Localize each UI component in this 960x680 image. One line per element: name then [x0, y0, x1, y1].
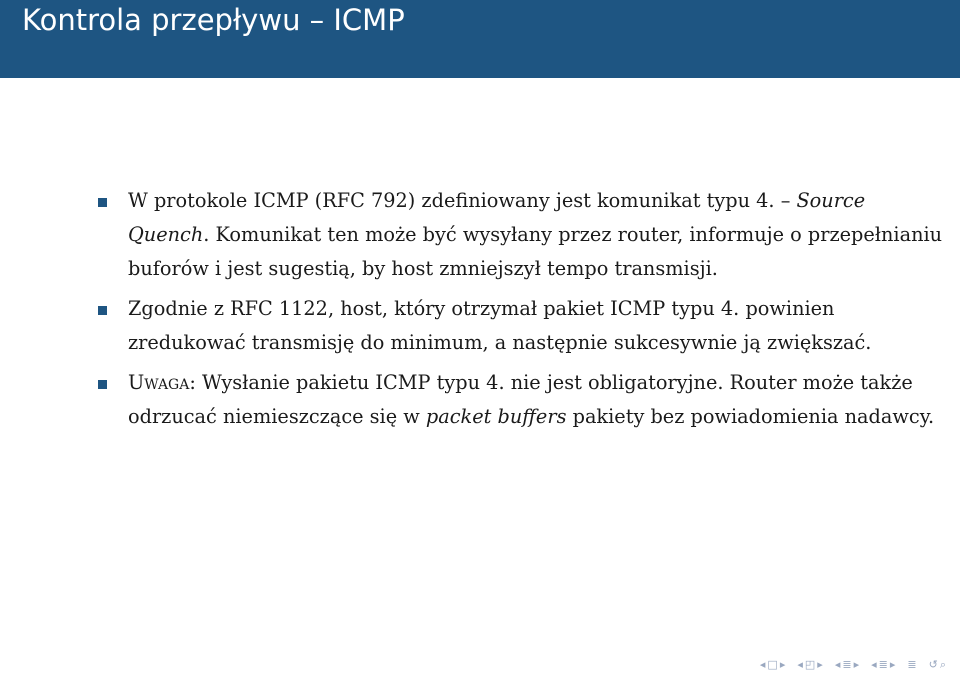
text-segment: Zgodnie z RFC 1122, host, który otrzymał pakiet ICMP typu 4. powinien zredukować transmisję do minimum, a następnie sukcesywnie ją zwiększać. — [128, 297, 872, 354]
nav-section-icon[interactable]: ≣ — [842, 658, 852, 671]
bullet-square-icon — [98, 306, 107, 315]
nav-prev-subsection-icon[interactable]: ◂ — [797, 658, 803, 671]
nav-back-icon[interactable]: ↺ — [928, 658, 938, 671]
slide-content — [95, 184, 945, 440]
text-segment-italic: Source Quench — [128, 189, 866, 246]
nav-prev-document-icon[interactable]: ◂ — [871, 658, 877, 671]
bullet-text — [128, 366, 945, 434]
bullet-text — [128, 292, 945, 360]
bullet-square-icon — [98, 380, 107, 389]
bullet-text — [128, 184, 945, 286]
nav-prev-frame-icon[interactable]: ◂ — [759, 658, 766, 671]
text-segment-smallcaps: Uwaga — [128, 371, 190, 394]
nav-subsection-icon[interactable]: ◰ — [804, 658, 816, 671]
bullet-item-3 — [95, 366, 945, 434]
bullet-item-2 — [95, 292, 945, 360]
nav-next-frame-icon[interactable]: ▸ — [779, 658, 786, 671]
nav-prev-section-icon[interactable]: ◂ — [834, 658, 841, 671]
text-segment: : Wysłanie pakietu ICMP typu 4. nie jest obligatoryjne. Router może także odrzucać niemieszczące się w — [128, 371, 913, 428]
text-segment: . Komunikat ten może być wysyłany przez router, informuje o przepełnianiu buforów i jest sugestią, by host zmniejszył tempo transmisji. — [128, 223, 943, 280]
nav-next-subsection-icon[interactable]: ▸ — [817, 658, 823, 671]
nav-next-document-icon[interactable]: ▸ — [889, 658, 896, 671]
text-segment: pakiety bez powiadomienia nadawcy. — [566, 405, 935, 428]
bullet-square-icon — [98, 198, 107, 207]
nav-document-icon[interactable]: ≣ — [878, 658, 888, 671]
nav-next-section-icon[interactable]: ▸ — [853, 658, 860, 671]
text-segment: W protokole ICMP (RFC 792) zdefiniowany jest komunikat typu 4. – — [128, 189, 797, 212]
text-segment-italic: packet buffers — [425, 405, 567, 428]
nav-search-icon[interactable]: ⌕ — [939, 658, 946, 671]
bullet-item-1 — [95, 184, 945, 286]
nav-frame-icon[interactable]: □ — [767, 658, 778, 671]
slide-title: Kontrola przepływu – ICMP — [22, 3, 405, 37]
slide-header — [0, 0, 960, 78]
beamer-navigation-bar — [760, 657, 946, 673]
nav-appendix-icon[interactable]: ≣ — [907, 658, 917, 671]
